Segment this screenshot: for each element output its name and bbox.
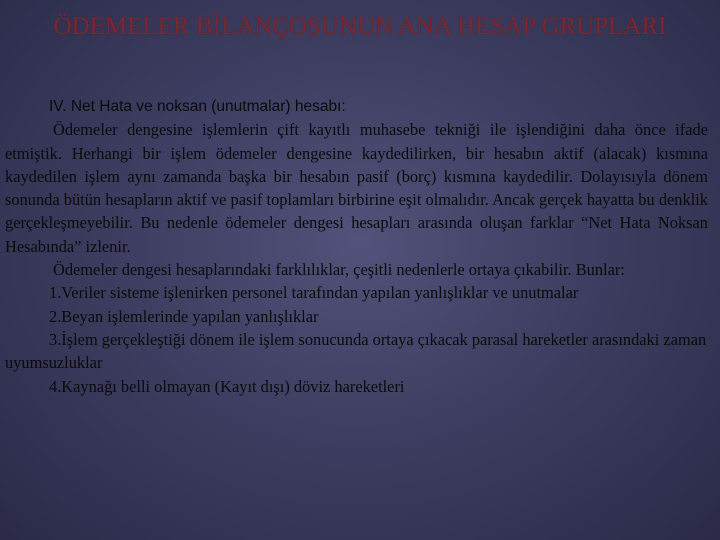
slide-title: ÖDEMELER BİLANÇOSUNUN ANA HESAP GRUPLARI xyxy=(53,13,667,40)
paragraph-reasons: Ödemeler dengesi hesaplarındaki farklılıklar, çeşitli nedenlerle ortaya çıkabilir. Bunlar: xyxy=(53,260,625,280)
section-heading: IV. Net Hata ve noksan (unutmalar) hesabı: xyxy=(49,98,346,115)
slide-content xyxy=(5,95,708,398)
list-item: 1.Veriler sisteme işlenirken personel tarafından yapılan yanlışlıklar ve unutmalar xyxy=(49,283,579,303)
list-item: 2.Beyan işlemlerinde yapılan yanlışlıklar xyxy=(49,306,319,326)
list-item: 3.İşlem gerçekleştiği dönem ile işlem sonucunda ortaya çıkacak parasal hareketler arasındaki zaman uyumsuzluklar xyxy=(5,329,707,373)
paragraph-intro: Ödemeler dengesine işlemlerin çift kayıtlı muhasebe tekniği ile işlendiğini daha önce ifade etmiştik. Herhangi bir işlem ödemeler dengesine kaydedilirken, bir hesabın aktif (alacak) kısmına kaydedilen işlem aynı zamanda başka bir hesabın pasif (borç) kısmına kaydedilir. Dolayısıyla dönem sonunda bütün hesapların aktif ve pasif toplamları birbirine eşit olmalıdır. Ancak gerçek hayatta bu denklik gerçekleşmeyebilir. Bu nedenle ödemeler dengesi hesapları arasında oluşan farklar “Net Hata Noksan Hesabında” izlenir. xyxy=(5,120,708,256)
list-item: 4.Kaynağı belli olmayan (Kayıt dışı) döviz hareketleri xyxy=(49,376,405,396)
